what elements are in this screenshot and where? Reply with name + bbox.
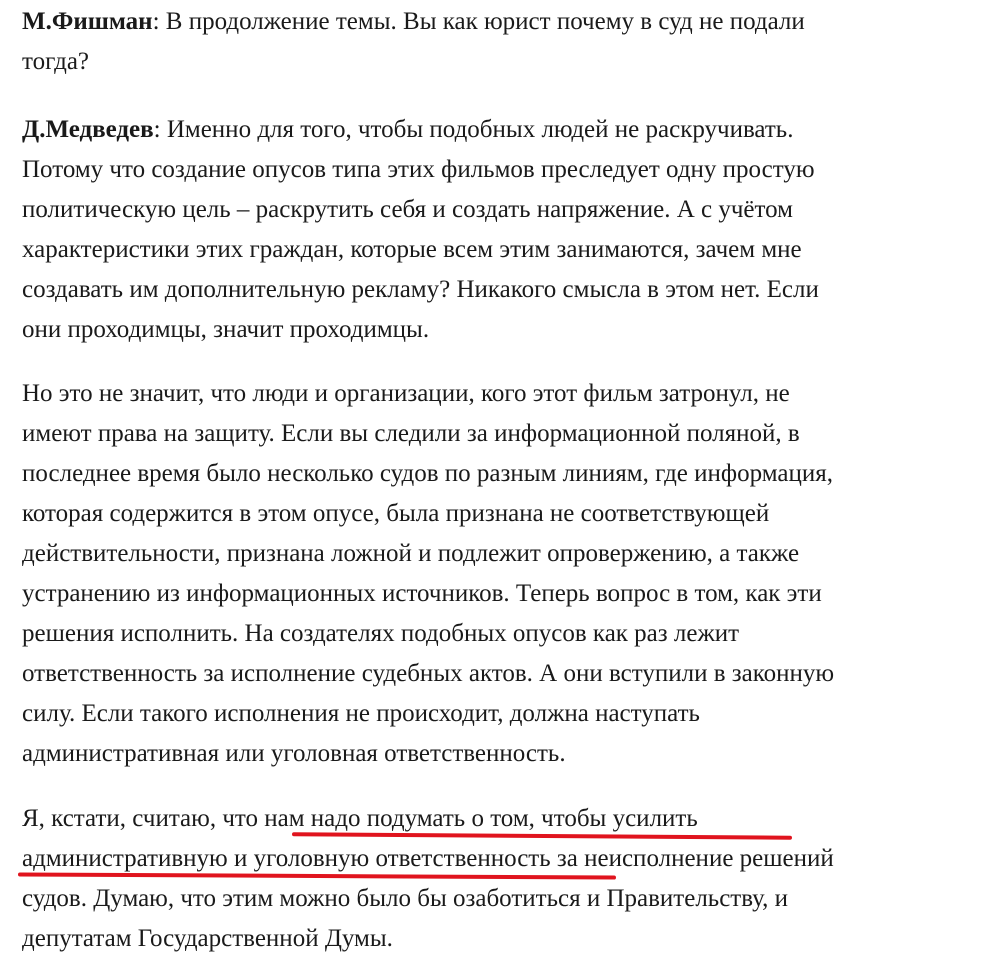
text-line: которая содержится в этом опусе, была признана не соответствующей (22, 500, 770, 527)
text-line: Потому что создание опусов типа этих фильмов преследует одну простую (22, 156, 815, 183)
text-line: политическую цель – раскрутить себя и создать напряжение. А с учётом (22, 196, 793, 223)
text-line: административная или уголовная ответственность. (22, 740, 566, 767)
paragraph-conclusion (22, 799, 977, 959)
paragraph-answer (22, 110, 977, 350)
speaker-name: Д.Медведев (22, 116, 154, 143)
paragraph-question (22, 2, 977, 82)
text-line: тогда? (22, 48, 90, 75)
text-line: М.Фишман: В продолжение темы. Вы как юрист почему в суд не подали (22, 8, 805, 35)
text-line: они проходимцы, значит проходимцы. (22, 316, 430, 343)
text-line: создавать им дополнительную рекламу? Никакого смысла в этом нет. Если (22, 276, 819, 303)
text-line: устранению из информационных источников. Теперь вопрос в том, как эти (22, 580, 822, 607)
text-line: ответственность за исполнение судебных актов. А они вступили в законную (22, 660, 835, 687)
paragraph-continuation (22, 374, 977, 774)
text-line: Д.Медведев: Именно для того, чтобы подобных людей не раскручивать. (22, 116, 794, 143)
text-line: последнее время было несколько судов по разным линиям, где информация, (22, 460, 833, 487)
text-line: решения исполнить. На создателях подобных опусов как раз лежит (22, 620, 740, 647)
text-line: действительности, признана ложной и подлежит опровержению, а также (22, 540, 800, 567)
text-line: имеют права на защиту. Если вы следили за информационной поляной, в (22, 420, 800, 447)
speaker-name: М.Фишман (22, 8, 153, 35)
text-line: силу. Если такого исполнения не происходит, должна наступать (22, 700, 700, 727)
text-line: судов. Думаю, что этим можно было бы озаботиться и Правительству, и (22, 885, 789, 912)
text-line: депутатам Государственной Думы. (22, 925, 393, 952)
text-line: характеристики этих граждан, которые всем этим занимаются, зачем мне (22, 236, 802, 263)
text-line: административную и уголовную ответственность за неисполнение решений (22, 845, 834, 872)
text-line: Я, кстати, считаю, что нам надо подумать о том, чтобы усилить (22, 805, 698, 832)
text-line: Но это не значит, что люди и организации, кого этот фильм затронул, не (22, 380, 790, 407)
